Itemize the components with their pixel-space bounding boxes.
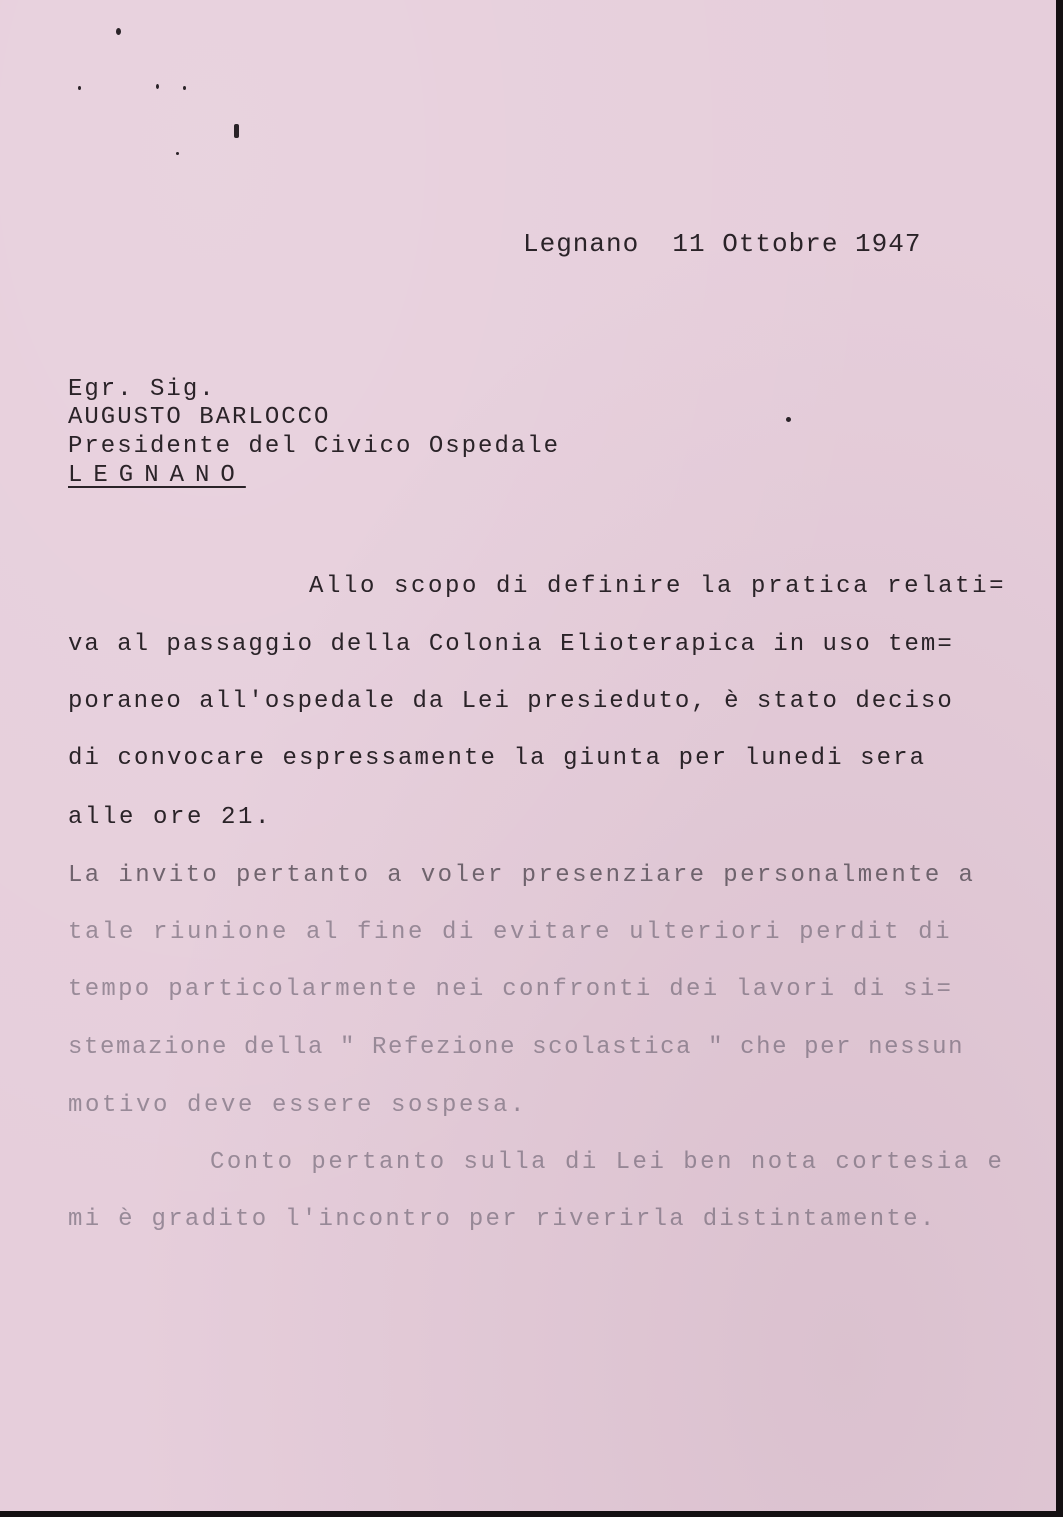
recipient-name: AUGUSTO BARLOCCO xyxy=(68,404,331,431)
ink-speck xyxy=(234,124,239,138)
recipient-city: LEGNANO xyxy=(68,462,246,489)
scan-edge xyxy=(0,1511,1063,1517)
body-line: Allo scopo di definire la pratica relati= xyxy=(309,573,1007,600)
ink-speck xyxy=(78,86,81,90)
body-line: La invito pertanto a voler presenziare personalmente a xyxy=(68,862,976,889)
letter-date: Legnano 11 Ottobre 1947 xyxy=(523,229,922,259)
ink-speck xyxy=(176,152,179,155)
body-line: mi è gradito l'incontro per riverirla distintamente. xyxy=(68,1206,937,1233)
body-line: di convocare espressamente la giunta per lunedi sera xyxy=(68,745,927,772)
scan-edge xyxy=(1056,0,1063,1517)
body-line: Conto pertanto sulla di Lei ben nota cortesia e xyxy=(210,1149,1005,1176)
ink-speck xyxy=(156,84,159,89)
ink-dot xyxy=(786,417,791,422)
recipient-salutation: Egr. Sig. xyxy=(68,376,216,403)
body-line: poraneo all'ospedale da Lei presieduto, è stato deciso xyxy=(68,688,954,715)
body-line: alle ore 21. xyxy=(68,804,273,831)
body-line: tempo particolarmente nei confronti dei lavori di si= xyxy=(68,976,954,1003)
body-line: stemazione della " Refezione scolastica " che per nessun xyxy=(68,1034,965,1061)
body-line: va al passaggio della Colonia Elioterapica in uso tem= xyxy=(68,631,954,658)
body-line: motivo deve essere sospesa. xyxy=(68,1092,528,1119)
ink-speck xyxy=(183,86,186,90)
ink-speck xyxy=(116,28,121,35)
recipient-title: Presidente del Civico Ospedale xyxy=(68,433,561,460)
body-line: tale riunione al fine di evitare ulteriori perdit di xyxy=(68,919,953,946)
